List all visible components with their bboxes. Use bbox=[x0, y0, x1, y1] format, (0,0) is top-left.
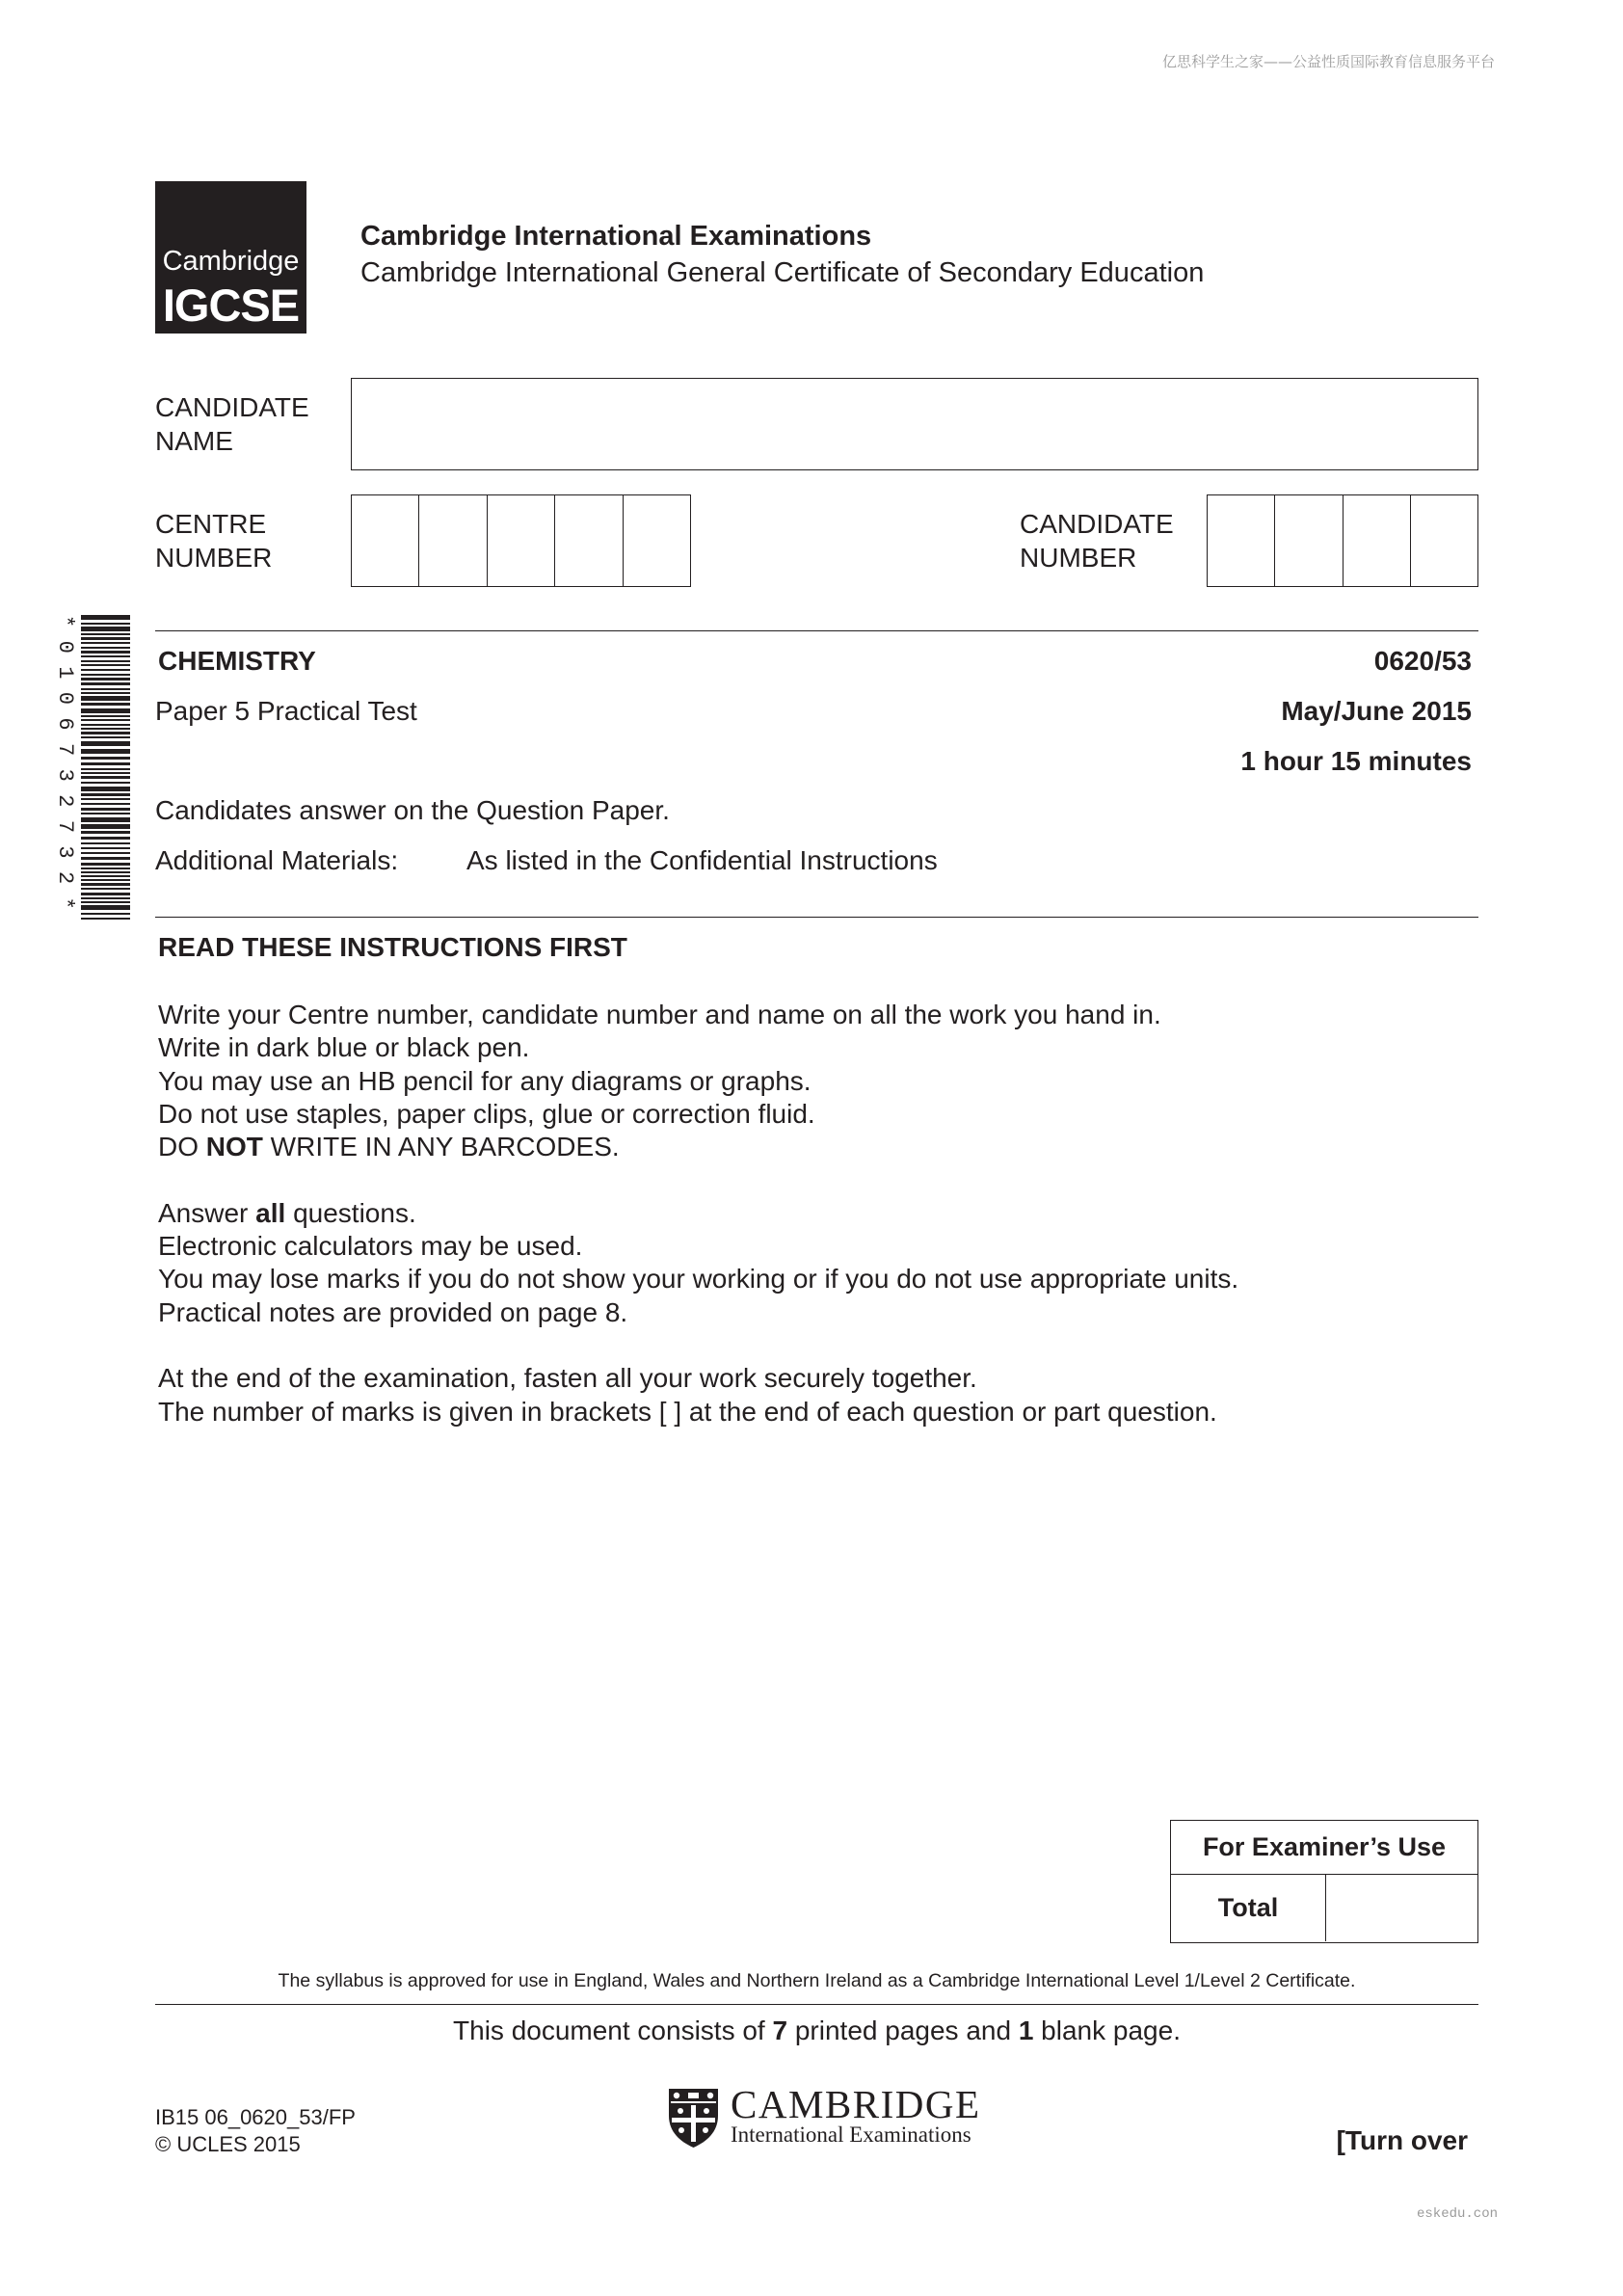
barcode-bar bbox=[81, 762, 130, 765]
barcode-bar bbox=[81, 732, 130, 734]
barcode-bar bbox=[81, 651, 130, 654]
examiner-use-table bbox=[1170, 1820, 1478, 1943]
barcode-bar bbox=[81, 772, 130, 774]
barcode-bar bbox=[81, 688, 130, 690]
centre-number-digit-box[interactable] bbox=[352, 495, 418, 586]
cambridge-shield-icon bbox=[667, 2087, 720, 2149]
barcode-bar bbox=[81, 768, 130, 770]
barcode-bar bbox=[81, 749, 130, 754]
barcode-bar bbox=[81, 918, 130, 920]
instruction-spacer bbox=[158, 1329, 1238, 1362]
barcode-bar bbox=[81, 813, 130, 814]
subject-title: CHEMISTRY bbox=[158, 646, 316, 676]
barcode-bar bbox=[81, 678, 130, 681]
igcse-logo bbox=[155, 181, 306, 334]
barcode-bar bbox=[81, 913, 130, 915]
page-count-note bbox=[155, 2015, 1478, 2047]
watermark-bottom: eskedu.con bbox=[1417, 2206, 1499, 2222]
syllabus-note: The syllabus is approved for use in England, Wales and Northern Ireland as a Cambridge International Level 1/Level 2 Certificate. bbox=[278, 1970, 1356, 1991]
barcode-bar bbox=[81, 660, 130, 662]
instruction-text: DO bbox=[158, 1132, 206, 1162]
barcode-bar bbox=[81, 831, 130, 834]
barcode-bar bbox=[81, 857, 130, 860]
barcode-bar bbox=[81, 868, 130, 869]
barcode-bar bbox=[81, 897, 130, 899]
barcode-bar bbox=[81, 905, 130, 910]
barcode-bar bbox=[81, 871, 130, 873]
candidate-name-label-line2: NAME bbox=[155, 426, 233, 456]
barcode-bar bbox=[81, 669, 130, 671]
barcode-bar bbox=[81, 842, 130, 844]
barcode-bar bbox=[81, 633, 130, 635]
instructions-heading: READ THESE INSTRUCTIONS FIRST bbox=[158, 932, 627, 962]
barcode-bar bbox=[81, 893, 130, 895]
instruction-line: The number of marks is given in brackets [ ] at the end of each question or part question. bbox=[158, 1396, 1217, 1427]
instruction-line: At the end of the examination, fasten all your work securely together. bbox=[158, 1363, 977, 1394]
barcode-bar bbox=[81, 793, 130, 796]
barcode-bar bbox=[81, 901, 130, 903]
barcode-bar bbox=[81, 808, 130, 811]
barcode-bar bbox=[81, 627, 130, 631]
instruction-text: WRITE IN ANY BARCODES. bbox=[262, 1132, 620, 1162]
instruction-line: You may lose marks if you do not show your working or if you do not use appropriate units. bbox=[158, 1264, 1239, 1295]
barcode-bar bbox=[81, 798, 130, 800]
qualification-title: Cambridge International General Certificate of Secondary Education bbox=[360, 257, 1205, 288]
barcode-bar bbox=[81, 715, 130, 717]
instruction-emphasis: NOT bbox=[205, 1132, 263, 1162]
barcode-bar bbox=[81, 703, 130, 706]
barcode-bar bbox=[81, 824, 130, 829]
barcode-text: *0106732732* bbox=[53, 615, 77, 923]
barcode-bar bbox=[81, 776, 130, 779]
exam-session: May/June 2015 bbox=[1281, 696, 1472, 726]
candidate-name-field[interactable] bbox=[351, 378, 1478, 470]
barcode-bar bbox=[81, 692, 130, 694]
barcode-bar bbox=[81, 888, 130, 890]
centre-number-digit-box[interactable] bbox=[554, 495, 622, 586]
barcode-bar bbox=[81, 863, 130, 866]
barcode-bar bbox=[81, 817, 130, 822]
printed-pages-count: 7 bbox=[772, 2016, 788, 2045]
divider-bottom bbox=[155, 2004, 1478, 2005]
publisher-subtitle: International Examinations bbox=[731, 2122, 971, 2147]
instruction-line: You may use an HB pencil for any diagrams or graphs. bbox=[158, 1065, 812, 1096]
barcode-bar bbox=[81, 674, 130, 676]
barcode-bar bbox=[81, 757, 130, 760]
barcode-bar bbox=[81, 782, 130, 784]
page-count-text: printed pages and bbox=[787, 2016, 1019, 2045]
barcode-bar bbox=[81, 741, 130, 746]
instructions-list bbox=[158, 999, 1238, 1428]
centre-number-label-line2: NUMBER bbox=[155, 543, 273, 573]
candidate-number-label-line2: NUMBER bbox=[1020, 543, 1137, 573]
publisher-name: CAMBRIDGE bbox=[731, 2082, 981, 2126]
candidate-number-field bbox=[1207, 494, 1478, 587]
barcode-bar bbox=[81, 883, 130, 886]
materials-value: As listed in the Confidential Instructions bbox=[466, 845, 938, 875]
blank-pages-count: 1 bbox=[1018, 2016, 1034, 2045]
barcode-bar bbox=[81, 879, 130, 881]
centre-number-digit-box[interactable] bbox=[623, 495, 690, 586]
materials-label: Additional Materials: bbox=[155, 845, 399, 875]
barcode-bar bbox=[81, 664, 130, 666]
answer-note: Candidates answer on the Question Paper. bbox=[155, 795, 670, 825]
centre-number-digit-box[interactable] bbox=[418, 495, 486, 586]
barcode-bar bbox=[81, 728, 130, 730]
barcode-bar bbox=[81, 655, 130, 657]
barcode-bar bbox=[81, 875, 130, 877]
barcode-bar bbox=[81, 852, 130, 854]
document-code: IB15 06_0620_53/FP bbox=[155, 2105, 356, 2129]
examiner-use-heading: For Examiner’s Use bbox=[1171, 1821, 1477, 1875]
barcode-bar bbox=[81, 623, 130, 625]
candidate-number-label-line1: CANDIDATE bbox=[1020, 509, 1174, 539]
instruction-text: Answer bbox=[158, 1197, 256, 1228]
instruction-answer-all bbox=[158, 1197, 1238, 1230]
barcode-bar bbox=[81, 837, 130, 840]
barcode-bar bbox=[81, 847, 130, 849]
instruction-line: Do not use staples, paper clips, glue or correction fluid. bbox=[158, 1098, 815, 1129]
barcode-bar bbox=[81, 682, 130, 685]
barcode-bar bbox=[81, 637, 130, 640]
examiner-total-label: Total bbox=[1171, 1875, 1326, 1941]
candidate-number-digit-box[interactable] bbox=[1410, 495, 1477, 586]
barcode-bar bbox=[81, 708, 130, 713]
paper-title: Paper 5 Practical Test bbox=[155, 696, 417, 726]
instruction-line: Electronic calculators may be used. bbox=[158, 1231, 583, 1262]
turn-over-label: [Turn over bbox=[1336, 2125, 1468, 2155]
barcode-bar bbox=[81, 642, 130, 644]
exam-board: Cambridge International Examinations bbox=[360, 221, 872, 252]
candidate-number-digit-box[interactable] bbox=[1343, 495, 1410, 586]
divider-middle bbox=[155, 917, 1478, 918]
barcode-bar bbox=[81, 724, 130, 726]
instruction-text: questions. bbox=[285, 1197, 416, 1228]
instruction-line: Practical notes are provided on page 8. bbox=[158, 1296, 628, 1327]
instruction-spacer bbox=[158, 1163, 1238, 1196]
instruction-emphasis: all bbox=[255, 1197, 286, 1228]
barcode-bar bbox=[81, 647, 130, 649]
page-count-text: blank page. bbox=[1033, 2016, 1181, 2045]
barcode-bar bbox=[81, 736, 130, 738]
candidate-number-digit-box[interactable] bbox=[1274, 495, 1342, 586]
barcode-bar bbox=[81, 719, 130, 721]
barcode-bar bbox=[81, 696, 130, 701]
instruction-barcode-warning bbox=[158, 1131, 1238, 1163]
instruction-line: Write in dark blue or black pen. bbox=[158, 1032, 530, 1063]
candidate-name-label-line1: CANDIDATE bbox=[155, 392, 309, 422]
paper-code: 0620/53 bbox=[1373, 646, 1472, 676]
page-count-text: This document consists of bbox=[453, 2016, 773, 2045]
centre-number-label-line1: CENTRE bbox=[155, 509, 267, 539]
candidate-number-digit-box[interactable] bbox=[1208, 495, 1274, 586]
divider-top bbox=[155, 630, 1478, 631]
watermark-top: 亿思科学生之家——公益性质国际教育信息服务平台 bbox=[1161, 53, 1495, 70]
barcode-bar bbox=[81, 803, 130, 805]
examiner-total-row bbox=[1171, 1875, 1477, 1941]
exam-duration: 1 hour 15 minutes bbox=[1240, 746, 1472, 776]
instruction-line: Write your Centre number, candidate number and name on all the work you hand in. bbox=[158, 1000, 1161, 1029]
centre-number-digit-box[interactable] bbox=[487, 495, 554, 586]
barcode-icon bbox=[81, 615, 130, 922]
centre-number-field bbox=[351, 494, 691, 587]
logo-line2: IGCSE bbox=[162, 280, 300, 331]
logo-line1: Cambridge bbox=[162, 246, 300, 277]
barcode-bar bbox=[81, 615, 130, 620]
examiner-total-field[interactable] bbox=[1326, 1875, 1477, 1941]
barcode-bar bbox=[81, 787, 130, 791]
copyright: © UCLES 2015 bbox=[155, 2132, 301, 2156]
